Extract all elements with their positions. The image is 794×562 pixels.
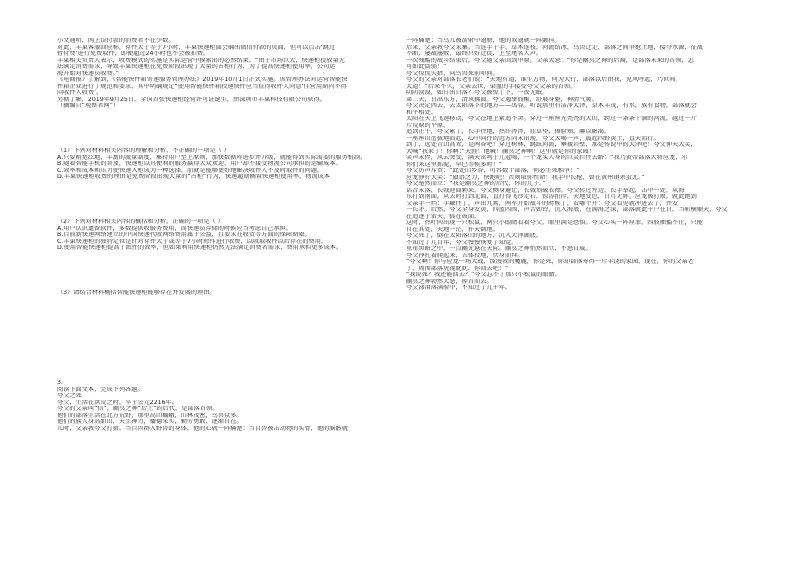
- left-column: [57, 38, 402, 432]
- text-line: 暂付费’进行免费取件，即便超过24小时也不会被扣费。: [57, 51, 210, 57]
- text-line: [57, 358, 402, 365]
- text-line: 东打到南面，从去时打到北面，直打得飞沙走石，惊涛拍岸，天地变色，日月无辉。应龙被打败，就此跑到: [406, 194, 697, 200]
- text-line: A.只要稍宽泛地，丰富的流量制度，集持用户至上原则，加快数据库进步并升级，就能得到实际需要的服务机制。: [57, 154, 367, 161]
- text-line: 阅读下面文本，完成下列各题。: [57, 386, 144, 393]
- text-line: 一次残酷的战斗结束后，夸父随父亲回到中原。父亲大怒：“你是幽冥之神的后裔，是部落未来的首领，怎: [406, 57, 694, 64]
- text-line: 后来，父亲教夸父采集。当连手于手，草木连枝，河流结冰，鸟兽迁走，部落之间争抢土地，接夺水源，征战: [406, 44, 703, 51]
- text-line: 片荒原的平原。: [406, 122, 450, 129]
- text-line: B.随着智能手机的普及，快递柜以其便利的服务赢得大众欢迎，用户却不接受物流公司承担的运输成本。: [57, 161, 342, 167]
- text-line: 一座座山峦拔地而起，心中向往的远方尚未出现，夸父大喝一声，震起四野黄土，直天而行。: [406, 135, 660, 142]
- text-line: 《电商报》了解到，《智能快件箱寄递服务管理办法》2019年10月1日正式实施。该管理办法对运营智能快: [57, 77, 348, 83]
- text-line: 笑声未停，风云突变，满天雷鸣于兀冠喝，一个龙头人身的巨灵拦住去路：“我乃黄帝部落大将应龙，尔: [406, 155, 688, 161]
- text-line: 儿时，父亲教夸父打猎。当百兽群入野兽的身体，他的心就一阵痛楚：当百兽被击动物的头骨，他的脑骸就: [57, 425, 348, 432]
- text-line: （摘编自“观察者网”）: [57, 103, 120, 109]
- text-line: C.效率和成本和压力使快递入柜成为一种选择，而就是能够更好地解决收件人不及时取件的问题。: [57, 167, 324, 174]
- text-line: 了，周围部落虎视眈眈，你回去吧！”: [406, 265, 509, 272]
- text-line: [57, 268, 402, 275]
- text-line: 件箱企业进行了规范和要求，其中明确规定“使用智能快件箱投递快件应当征得收件人同意‘佳营用期内不得: [57, 83, 347, 90]
- text-line: 可如此懦弱！”: [406, 64, 447, 70]
- text-line: C.丰巢快递柜的独特定位是针对存件大于或等于7小时时作进行收费，以收取收件以后存在的费用。: [57, 238, 328, 245]
- text-line: 小文通明，网上误付款的消费者不在少数。: [57, 38, 175, 44]
- text-line: 和平相处。: [406, 109, 437, 116]
- text-line: 法满足消费需求，导致丰巢快递柜在免费阶段出现了大量的占柜行为，为了提高快递柜使用率，公司运: [57, 64, 336, 70]
- text-line: 第二天，日出东方，清风拂面。夸父遇挚而醒，舒展身躯，神清气爽。: [406, 96, 598, 103]
- text-line: 他们的族人身高如山，天生神力，播德采实，勤劳勇敢，逐渐自在。: [57, 419, 243, 425]
- text-line: [57, 126, 402, 133]
- text-line: 夸父惊慌失措，向鸟兽死前叩问。: [406, 70, 499, 77]
- text-line: 对此，丰巢客服回应称，存件大于等于7小时，丰巢快递柜面会确出微信付款的页面，但可以点击‘跳过: [57, 44, 336, 51]
- text-line: D.使用智能快递柜提高了派件的效率，但如果利用快递柜仍然无法满足消费者需求，费用承担更多成本。: [57, 245, 343, 251]
- text-line: 夸父，生活在洪荒之时，卒于公元2216年。: [57, 399, 178, 406]
- text-line: 父亲手一挡：手藏住了，声出九霄，两军开始战斗的时候了，看哪个开：夸父看见就冲进去了，并发: [406, 200, 679, 207]
- text-line: 大喊“我来了！你啊；”天涯！他喊！幽冥之神啊！这里就是你的家园！: [406, 148, 595, 155]
- text-line: “我说死？我还能回去？”夸父忘不了那只小松鼠的眼睛。: [406, 272, 561, 278]
- text-line: 一阵痛楚；当乌儿被箭射中翅膀，他的双翅就一阵颤抖。: [406, 38, 561, 44]
- text-line: 应龙狰狞大笑：“旗语之力，快跑吧！否则取你性命！我手中长枪，曾在黄州镇杀蚩尤。”: [406, 174, 645, 181]
- text-line: 夸父决定西去，去太阳落下的地方——禺谷。听说那里有洁净大泽，草木丰茂，有水，族有食物，部落就会: [406, 103, 697, 109]
- text-line: 3.: [57, 380, 63, 386]
- text-line: [57, 197, 402, 204]
- text-line: 不断，屡战屡败，最终只好迁徙，上至尾名人声。: [406, 51, 543, 57]
- text-line: [57, 313, 402, 320]
- text-line: 你们来这里抓泥，早已等候多时！”: [406, 161, 503, 168]
- text-line: 目在其处，天地一茫，扑天倒地。: [406, 226, 499, 233]
- text-line: A.用户认识遗留软件，多数提供收服务费用，而快递员存储的时候应当考虑自己承担。: [57, 225, 293, 232]
- text-line: D.丰巢快递柜收费的理由是免费阶段出现大量的“占柜”行为，快递超期搁置快递柜使用率，物流成本: [57, 174, 331, 180]
- text-line: （1）下列对材料相关内容的理解和分析，不正确的一项是（ ）: [57, 148, 230, 154]
- text-line: 他们的部落生活在北方荒野，那里高山巍峨，山林茂密，鸟兽众多。: [57, 412, 243, 419]
- text-line: 到了，远处青山高耸，是两谷吧！穿过树林，跳跃河流，攀援岩壁，那是传说中的大泽吧！夸父伸天大笑，: [406, 142, 697, 148]
- text-line: 夸父的父亲对部落长老们说：“天地有道，谁生万物，何为大行，部落以后由我，见风呼起，乃世间: [406, 77, 676, 83]
- text-line: B.目前新快递网络建立的中国快递代收网络费用属于公益，且要求在收货等方面的保障期限。: [57, 232, 311, 238]
- text-line: 追到正午，夸父累了，长手往地，热汗涔涔，挂草垫，擦脸颊，聊以解渴。: [406, 129, 611, 135]
- text-line: 夸父涕泪落满脸中，不知过了几千年。: [406, 285, 512, 291]
- text-line: 这时，热叶间出现一只松鼠，两只小眼睛看着夸父，眼里满是恐惧。夸父心头一阵痉挛，四肢抽搐不止，只能: [406, 220, 703, 226]
- text-line: 夸父的父亲叫“信”，幽冥之神“后土”的后代，是部落首领。: [57, 406, 219, 412]
- text-line: 夸父毫然而立：“我是幽冥之神的后代，你的几子。”: [406, 181, 546, 187]
- text-line: 夸父挣扎着爬起来，五体投地，伏身而拜。: [406, 252, 524, 259]
- text-line: 大道！”后来不久，父亲去世，染血的手接受夸父父亲的首领。: [406, 83, 577, 90]
- text-line: 不知过了几百年，夸父慢慢恢复了知觉。: [406, 239, 518, 246]
- text-line: 夸父厉声斥责：“此处山乡谷，可容数十部落，何必生死相争！”: [406, 168, 580, 174]
- text-line: 另据了解，2019年9月25日，全国首张快递柜经营许可证诞生，由深圳市丰巢科技有限公司获得。: [57, 96, 326, 103]
- text-line: 夸父死了，倒在太阳落山的地方，沉入大泽湖底。: [406, 233, 543, 239]
- right-column: [406, 38, 751, 292]
- text-line: 向收件人收费’。: [57, 90, 103, 96]
- text-line: 丰巢相关负责人表示，收费模式的实施是实际运营中摸索出的必然结果。“由于市场巨大，快递柜投放量无: [57, 57, 345, 64]
- text-line: 一长矛。后然，夸父全身发黄，四蓝四围，声音如铃，沉入海底，在满海之深，部落就此千户在日，当斩横顺天，夸父: [406, 207, 728, 213]
- text-line: 阴阴淡漠，如日出日落？夸父被惊了下，一夜无眠。: [406, 90, 549, 96]
- text-line: 话音未落，长戟迎面刺来，夸父侧身避让，长戟划破衣襟。夸父转过左边，长手举起，击中一处，从海: [406, 187, 685, 194]
- text-line: （2）下列对材料相关内容的概括和分析，正确的一项是（ ）: [57, 219, 224, 225]
- text-line: 重重黑暗之中，一点幽光悬在天际。幽冥之神悄然而立，不怒自威。: [406, 246, 592, 252]
- text-line: （3）请结合材料概括智能快递柜能够存在并发展的理由。: [57, 290, 216, 296]
- text-line: 太阳在天上飞速移动，夸父在地上紧追不舍。穿过一座座光秃秃的大山，跨过一条条干涸的河流，越过一片: [406, 116, 697, 122]
- text-line: “夸父啊！你与应龙一场大战，泼漫我的魔鹿，你是死，你却部落寿得一片丰饶的家园，现在，你的父亲老: [406, 259, 694, 265]
- text-line: [57, 335, 402, 342]
- text-line: 夸父之死: [57, 393, 82, 399]
- text-line: 海开始对快递员收费。”: [57, 70, 119, 77]
- text-line: 在追逐于雷天，擂在鼓面。: [406, 213, 481, 220]
- text-line: 幽冥之神勃然大怒，掉首而去。: [406, 278, 493, 285]
